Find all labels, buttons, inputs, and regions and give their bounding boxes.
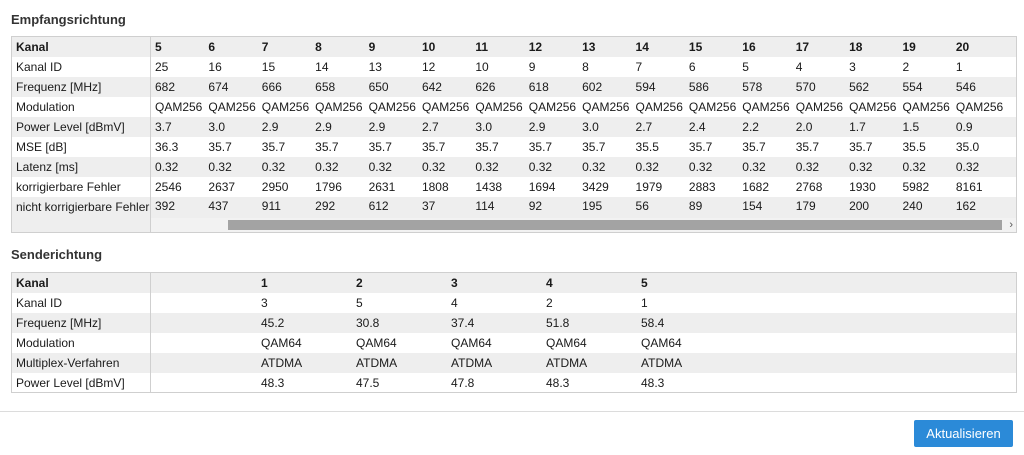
table-cell: 4 — [451, 296, 458, 310]
upstream-channel-header: 5 — [641, 276, 648, 290]
table-cell: 612 — [368, 199, 389, 213]
downstream-channel-header: 20 — [955, 40, 970, 54]
table-cell: 4 — [795, 60, 803, 74]
table-cell: 2.9 — [528, 120, 546, 134]
table-cell: 48.3 — [546, 376, 570, 390]
table-cell: 12 — [421, 60, 436, 74]
table-cell: 3.0 — [582, 120, 599, 134]
table-cell: 0.32 — [421, 160, 446, 174]
table-cell: 1979 — [635, 180, 663, 194]
table-row — [12, 57, 1016, 77]
table-cell: 15 — [261, 60, 276, 74]
table-cell: 0.32 — [528, 160, 553, 174]
table-cell: 48.3 — [261, 376, 285, 390]
table-cell: ATDMA — [261, 356, 303, 370]
table-cell: 13 — [368, 60, 382, 74]
table-cell: 89 — [688, 199, 703, 213]
table-cell: QAM256 — [849, 100, 897, 114]
table-cell: 35.5 — [902, 140, 926, 154]
table-cell: QAM256 — [208, 100, 256, 114]
table-cell: ATDMA — [546, 356, 588, 370]
table-cell: 35.7 — [475, 140, 499, 154]
table-cell: 58.4 — [641, 316, 665, 330]
downstream-channel-header: 12 — [528, 40, 543, 54]
table-cell: 0.9 — [955, 120, 973, 134]
table-row — [12, 373, 1016, 393]
table-cell: 0.32 — [208, 160, 232, 174]
table-cell: 36.3 — [155, 140, 179, 154]
table-cell: 0.32 — [635, 160, 659, 174]
scrollbar-thumb[interactable] — [228, 220, 1002, 230]
table-cell: 2546 — [155, 180, 182, 194]
table-cell: 2631 — [368, 180, 396, 194]
table-cell: 2950 — [261, 180, 289, 194]
table-cell: 2.9 — [315, 120, 332, 134]
table-row — [12, 177, 1016, 197]
row-label: nicht korrigierbare Fehler — [12, 197, 151, 233]
table-cell: 48.3 — [641, 376, 665, 390]
table-cell: QAM256 — [528, 100, 577, 114]
table-cell: 2637 — [208, 180, 236, 194]
table-cell: 1 — [955, 60, 963, 74]
table-cell: 0.32 — [155, 160, 179, 174]
table-cell: QAM64 — [451, 336, 492, 350]
table-cell: 179 — [795, 199, 816, 213]
table-cell: 0.32 — [955, 160, 980, 174]
upstream-header-row — [12, 273, 1016, 293]
downstream-channel-header: 7 — [261, 40, 269, 54]
table-cell: 25 — [155, 60, 169, 74]
table-cell: 437 — [208, 199, 229, 213]
table-cell: 162 — [955, 199, 976, 213]
downstream-channel-header: 15 — [688, 40, 703, 54]
table-cell: 0.32 — [902, 160, 926, 174]
table-cell: QAM256 — [955, 100, 1004, 114]
table-cell: 35.7 — [208, 140, 232, 154]
table-cell: 0.32 — [795, 160, 820, 174]
downstream-table — [11, 36, 1017, 233]
table-cell: 292 — [315, 199, 336, 213]
table-row — [12, 117, 1016, 137]
table-cell: 56 — [635, 199, 649, 213]
downstream-channel-header: 10 — [421, 40, 436, 54]
downstream-channel-header: 8 — [315, 40, 322, 54]
table-cell: 240 — [902, 199, 923, 213]
table-cell: 51.8 — [546, 316, 570, 330]
table-cell: QAM64 — [356, 336, 397, 350]
table-cell: 195 — [582, 199, 603, 213]
table-cell: 9 — [528, 60, 536, 74]
row-label: Modulation — [12, 333, 151, 353]
table-cell: 35.7 — [421, 140, 446, 154]
table-cell: 8161 — [955, 180, 983, 194]
table-cell: 682 — [155, 80, 176, 94]
table-cell: 0.32 — [315, 160, 339, 174]
table-cell: 0.32 — [582, 160, 606, 174]
table-row — [12, 137, 1016, 157]
table-cell: 5 — [356, 296, 363, 310]
table-cell: 658 — [315, 80, 336, 94]
table-cell: 2883 — [688, 180, 716, 194]
table-cell: 8 — [582, 60, 589, 74]
table-cell: 35.7 — [315, 140, 339, 154]
table-cell: 2.9 — [261, 120, 279, 134]
table-cell: QAM256 — [688, 100, 737, 114]
table-cell: ATDMA — [641, 356, 683, 370]
upstream-channel-header: 2 — [356, 276, 363, 290]
table-cell: 2.2 — [742, 120, 759, 134]
table-cell: QAM256 — [582, 100, 630, 114]
table-cell: 594 — [635, 80, 656, 94]
table-cell: 2 — [902, 60, 910, 74]
table-cell: 5982 — [902, 180, 930, 194]
table-cell: 47.8 — [451, 376, 475, 390]
table-cell: 35.0 — [955, 140, 980, 154]
table-cell: 626 — [475, 80, 496, 94]
table-cell: 1694 — [528, 180, 556, 194]
table-cell: 2.4 — [688, 120, 706, 134]
table-row — [12, 77, 1016, 97]
upstream-channel-header: 4 — [546, 276, 553, 290]
table-cell: QAM256 — [475, 100, 523, 114]
table-cell: 0.32 — [742, 160, 766, 174]
table-cell: QAM64 — [546, 336, 587, 350]
table-cell: 0.32 — [475, 160, 499, 174]
downstream-channel-header: 5 — [155, 40, 162, 54]
table-cell: 2768 — [795, 180, 823, 194]
downstream-channel-header: 14 — [635, 40, 649, 54]
table-cell: 154 — [742, 199, 763, 213]
table-cell: 14 — [315, 60, 329, 74]
table-row — [12, 333, 1016, 353]
row-label: Modulation — [12, 97, 151, 117]
downstream-channel-header: 13 — [582, 40, 596, 54]
table-cell: 0.32 — [849, 160, 873, 174]
table-cell: 92 — [528, 199, 543, 213]
table-cell: 10 — [475, 60, 489, 74]
upstream-channel-header: 1 — [261, 276, 268, 290]
row-label: Power Level [dBmV] — [12, 117, 151, 137]
table-cell: 5 — [742, 60, 749, 74]
scroll-right-icon[interactable]: › — [1009, 219, 1013, 231]
table-cell: 35.7 — [795, 140, 820, 154]
table-cell: 554 — [902, 80, 923, 94]
table-cell: QAM256 — [635, 100, 683, 114]
table-cell: QAM256 — [742, 100, 790, 114]
table-cell: QAM64 — [641, 336, 682, 350]
table-cell: 35.7 — [261, 140, 286, 154]
table-cell: 546 — [955, 80, 976, 94]
table-row — [12, 157, 1016, 177]
table-cell: 1930 — [849, 180, 876, 194]
table-cell: 0.32 — [368, 160, 392, 174]
table-cell: 3.0 — [208, 120, 226, 134]
table-cell: 602 — [582, 80, 603, 94]
downstream-rows — [12, 37, 1016, 233]
table-cell: 2.7 — [421, 120, 439, 134]
table-cell: 30.8 — [356, 316, 380, 330]
table-cell: QAM256 — [795, 100, 844, 114]
downstream-channel-header: 11 — [475, 40, 489, 54]
table-cell: 586 — [688, 80, 709, 94]
table-cell: QAM256 — [155, 100, 203, 114]
table-cell: 0.32 — [688, 160, 713, 174]
table-cell: 35.7 — [849, 140, 873, 154]
table-cell: 911 — [261, 199, 281, 213]
row-label: Latenz [ms] — [12, 157, 151, 177]
table-cell: 35.7 — [688, 140, 713, 154]
table-cell: 47.5 — [356, 376, 380, 390]
table-cell: 1.5 — [902, 120, 920, 134]
footer-divider — [0, 411, 1024, 412]
table-cell: ATDMA — [451, 356, 493, 370]
refresh-button[interactable]: Aktualisieren — [914, 420, 1013, 447]
table-cell: 1808 — [421, 180, 449, 194]
table-cell: 674 — [208, 80, 229, 94]
table-cell: 1438 — [475, 180, 503, 194]
upstream-header-label: Kanal — [12, 273, 151, 293]
row-label: Kanal ID — [12, 57, 151, 77]
row-label: Frequenz [MHz] — [12, 313, 151, 333]
table-cell: 3 — [261, 296, 268, 310]
downstream-channel-header: 18 — [849, 40, 863, 54]
table-cell: 37.4 — [451, 316, 475, 330]
table-cell: 562 — [849, 80, 870, 94]
table-cell: QAM256 — [421, 100, 470, 114]
table-cell: 1.7 — [849, 120, 866, 134]
row-label: Multiplex-Verfahren — [12, 353, 151, 373]
table-cell: 35.5 — [635, 140, 659, 154]
table-cell: 3 — [849, 60, 856, 74]
downstream-channel-header: 17 — [795, 40, 810, 54]
upstream-channel-header: 3 — [451, 276, 458, 290]
table-cell: 200 — [849, 199, 870, 213]
table-cell: QAM256 — [902, 100, 950, 114]
table-row — [12, 313, 1016, 333]
table-cell: 618 — [528, 80, 549, 94]
downstream-channel-header: 6 — [208, 40, 216, 54]
downstream-channel-header: 9 — [368, 40, 376, 54]
table-cell: 666 — [261, 80, 282, 94]
table-cell: 6 — [688, 60, 696, 74]
table-cell: 16 — [208, 60, 222, 74]
row-label: Frequenz [MHz] — [12, 77, 151, 97]
table-cell: 45.2 — [261, 316, 285, 330]
table-cell: QAM64 — [261, 336, 302, 350]
table-cell: 114 — [475, 199, 495, 213]
row-label: MSE [dB] — [12, 137, 151, 157]
upstream-rows — [12, 273, 1016, 393]
table-cell: 578 — [742, 80, 763, 94]
table-cell: 2.7 — [635, 120, 653, 134]
table-cell: QAM256 — [315, 100, 363, 114]
table-cell: 35.7 — [368, 140, 392, 154]
table-cell: 3.7 — [155, 120, 172, 134]
table-cell: QAM256 — [368, 100, 416, 114]
table-row — [12, 97, 1016, 117]
table-cell: 650 — [368, 80, 389, 94]
upstream-table — [11, 272, 1017, 393]
table-cell: 35.7 — [528, 140, 553, 154]
table-cell: 2.0 — [795, 120, 813, 134]
table-cell: 37 — [421, 199, 436, 213]
table-cell: 35.7 — [582, 140, 606, 154]
table-cell: 0.32 — [261, 160, 286, 174]
table-cell: 1 — [641, 296, 648, 310]
table-row — [12, 353, 1016, 373]
row-label: Kanal ID — [12, 293, 151, 313]
upstream-title: Senderichtung — [11, 247, 103, 262]
table-cell: 1796 — [315, 180, 342, 194]
table-cell: 35.7 — [742, 140, 766, 154]
table-row — [12, 293, 1016, 313]
downstream-channel-header: 16 — [742, 40, 756, 54]
table-cell: ATDMA — [356, 356, 398, 370]
downstream-header-row — [12, 37, 1016, 57]
table-cell: 2.9 — [368, 120, 386, 134]
table-cell: 642 — [421, 80, 442, 94]
table-cell: QAM256 — [261, 100, 310, 114]
table-cell: 3.0 — [475, 120, 493, 134]
row-label: Power Level [dBmV] — [12, 373, 151, 393]
table-cell: 3429 — [582, 180, 609, 194]
table-cell: 1682 — [742, 180, 769, 194]
downstream-header-label: Kanal — [12, 37, 151, 57]
downstream-channel-header: 19 — [902, 40, 916, 54]
table-cell: 7 — [635, 60, 643, 74]
downstream-title: Empfangsrichtung — [11, 12, 126, 27]
row-label: korrigierbare Fehler — [12, 177, 151, 197]
table-cell: 570 — [795, 80, 816, 94]
horizontal-scrollbar[interactable] — [151, 218, 1016, 232]
table-cell: 2 — [546, 296, 553, 310]
table-cell: 392 — [155, 199, 176, 213]
